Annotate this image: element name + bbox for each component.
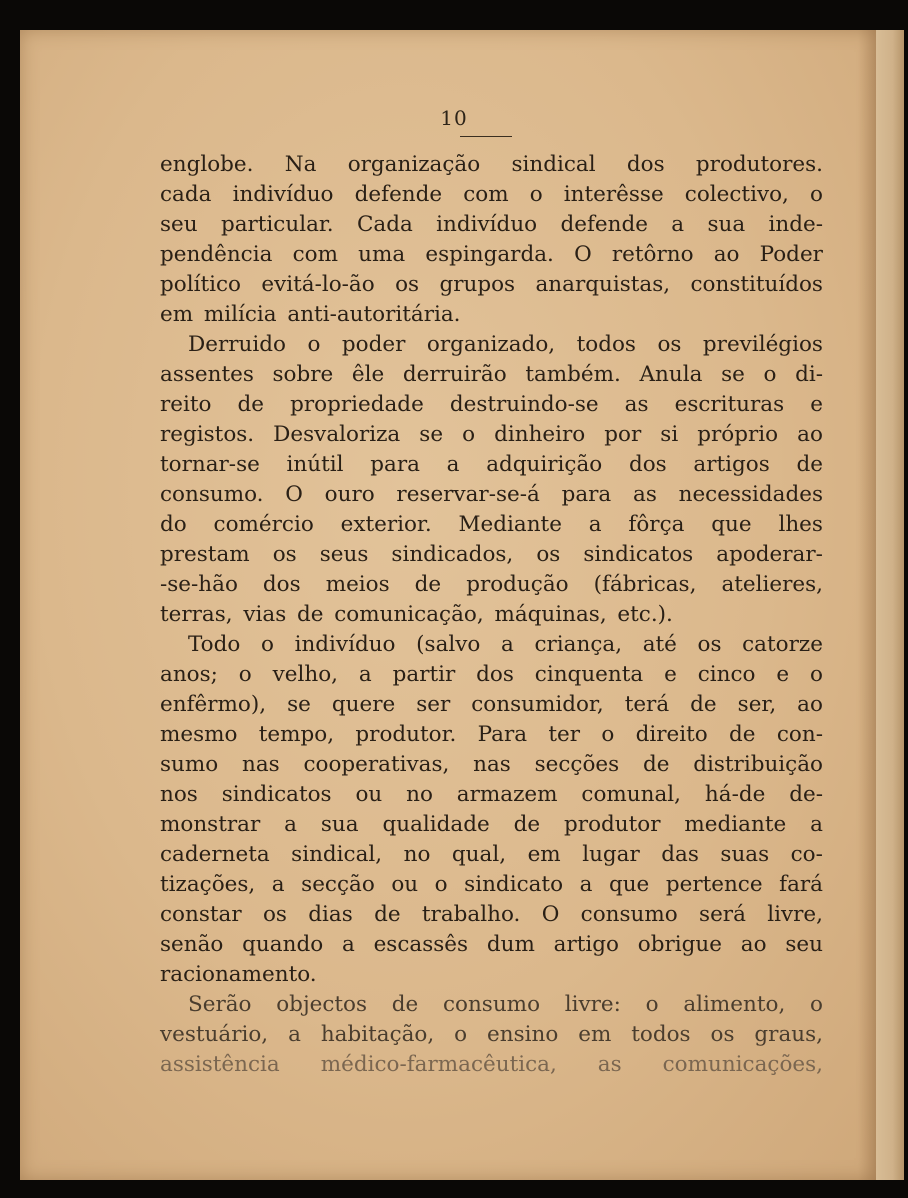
text-line: monstrar a sua qualidade de produtor mediante a (160, 812, 823, 837)
page-edge (876, 30, 904, 1180)
text-line: sumo nas cooperativas, nas secções de distribuição (160, 752, 823, 777)
text-line: pendência com uma espingarda. O retôrno ao Poder (160, 242, 823, 267)
text-line: constar os dias de trabalho. O consumo será livre, (160, 902, 823, 927)
text-line: Derruido o poder organizado, todos os previlégios (188, 332, 823, 357)
text-line: tornar-se inútil para a adquirição dos artigos de (160, 452, 823, 477)
text-line: terras, vias de comunicação, máquinas, etc.). (160, 602, 673, 627)
text-line: em milícia anti-autoritária. (160, 302, 461, 327)
page-number-rule (460, 136, 512, 137)
text-line: nos sindicatos ou no armazem comunal, há-de de- (160, 782, 823, 807)
text-line: do comércio exterior. Mediante a fôrça que lhes (160, 512, 823, 537)
text-line: registos. Desvaloriza se o dinheiro por si próprio ao (160, 422, 823, 447)
text-line: anos; o velho, a partir dos cinquenta e cinco e o (160, 662, 823, 687)
text-line: Todo o indivíduo (salvo a criança, até os catorze (188, 632, 823, 657)
text-line: assentes sobre êle derruirão também. Anula se o di- (160, 362, 823, 387)
text-line: tizações, a secção ou o sindicato a que pertence fará (160, 872, 823, 897)
body-text (160, 150, 823, 1080)
text-line: consumo. O ouro reservar-se-á para as necessidades (160, 482, 823, 507)
text-line: englobe. Na organização sindical dos produtores. (160, 152, 823, 177)
text-line: enfêrmo), se quere ser consumidor, terá de ser, ao (160, 692, 823, 717)
text-line: Serão objectos de consumo livre: o alimento, o (188, 992, 823, 1017)
text-line: reito de propriedade destruindo-se as escrituras e (160, 392, 823, 417)
text-line: cada indivíduo defende com o interêsse colectivo, o (160, 182, 823, 207)
text-line: seu particular. Cada indivíduo defende a sua inde- (160, 212, 823, 237)
text-line: político evitá-lo-ão os grupos anarquistas, constituídos (160, 272, 823, 297)
text-line: prestam os seus sindicados, os sindicatos apoderar- (160, 542, 823, 567)
text-line: caderneta sindical, no qual, em lugar das suas co- (160, 842, 823, 867)
text-line: senão quando a escassês dum artigo obrigue ao seu (160, 932, 823, 957)
text-line: mesmo tempo, produtor. Para ter o direito de con- (160, 722, 823, 747)
text-line: racionamento. (160, 962, 317, 987)
text-line: -se-hão dos meios de produção (fábricas, atelieres, (160, 572, 823, 597)
text-line: vestuário, a habitação, o ensino em todos os graus, (160, 1022, 823, 1047)
text-line: assistência médico-farmacêutica, as comunicações, (160, 1052, 823, 1077)
page-number: 10 (440, 106, 468, 130)
